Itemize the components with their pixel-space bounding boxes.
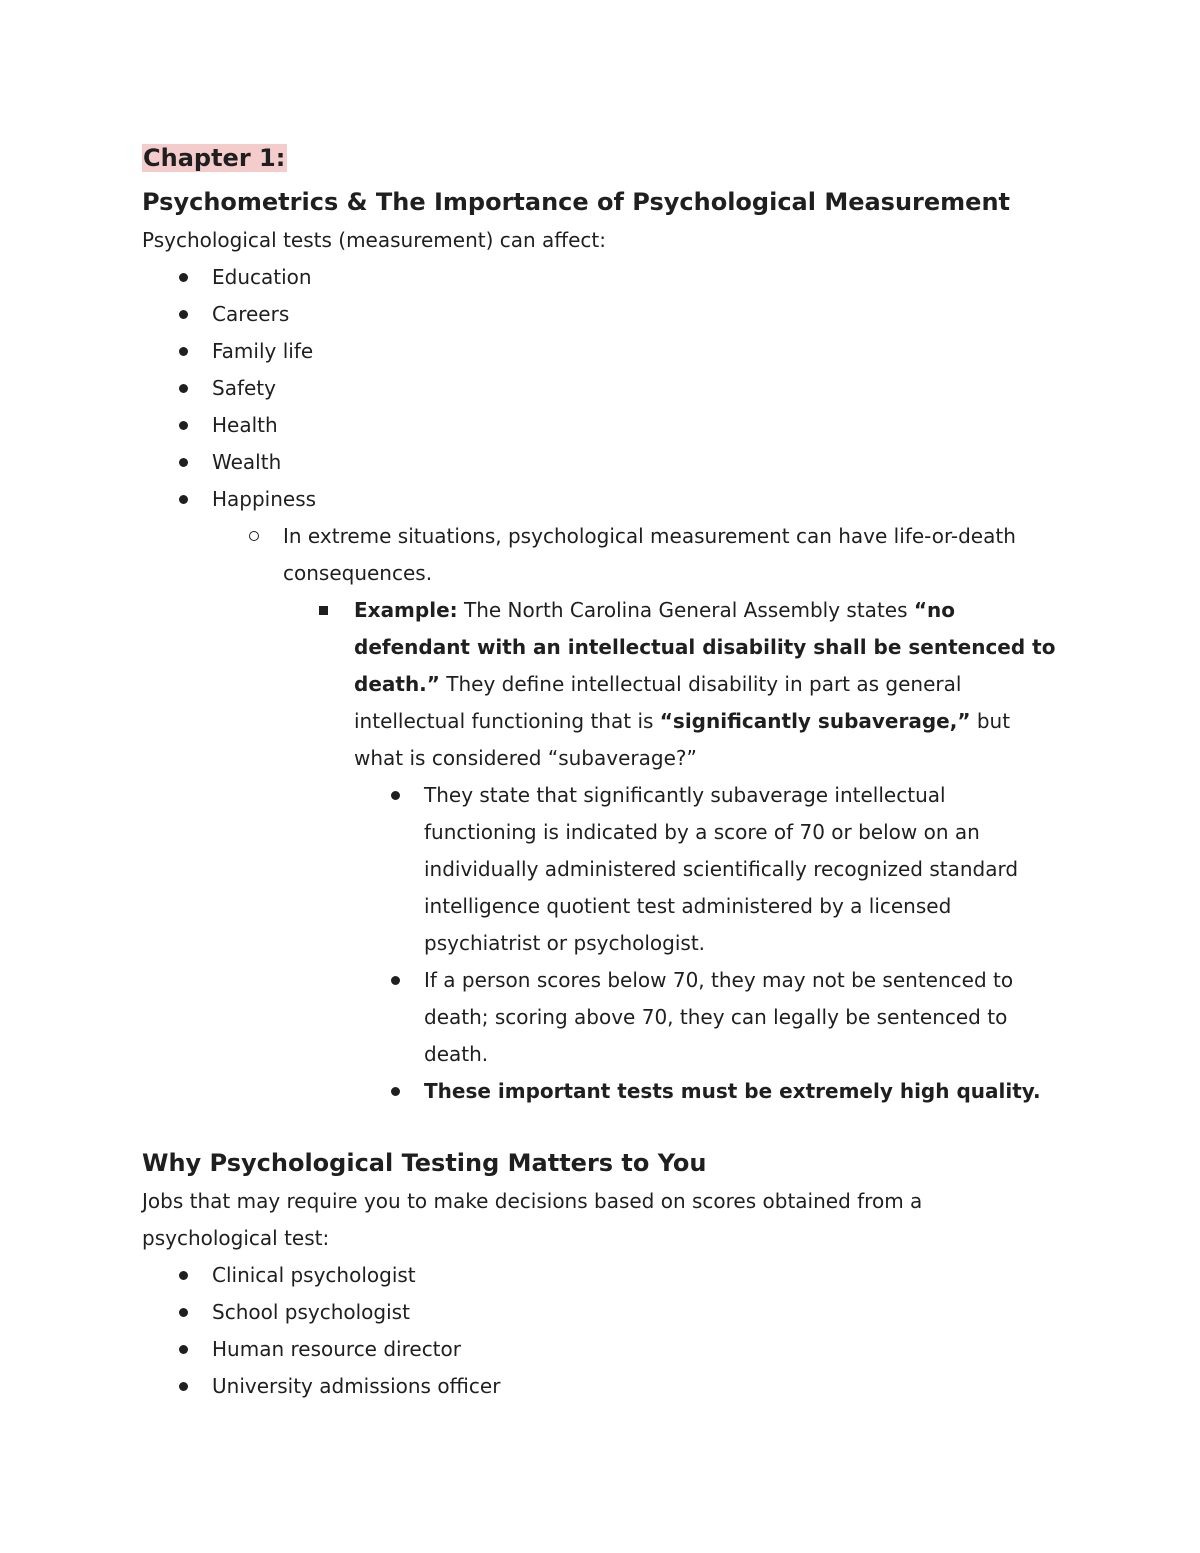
list-item: Wealth — [142, 444, 1062, 481]
bullet-icon — [179, 421, 188, 430]
section-intro: Psychological tests (measurement) can affect: — [142, 228, 606, 252]
bullet-icon — [179, 384, 188, 393]
jobs-list — [142, 1257, 1062, 1405]
list-item: University admissions officer — [142, 1368, 1062, 1405]
section-title-psychometrics: Psychometrics & The Importance of Psychological Measurement — [142, 188, 1011, 216]
bullet-icon — [179, 1271, 188, 1280]
example-list — [142, 592, 1062, 1110]
square-bullet-icon — [319, 606, 328, 615]
list-item: Careers — [142, 296, 1062, 333]
bullet-icon — [179, 1308, 188, 1317]
section-title-why-testing: Why Psychological Testing Matters to You — [142, 1149, 707, 1177]
list-item: Clinical psychologist — [142, 1257, 1062, 1294]
list-item: Happiness In extreme situations, psychological measurement can have life-or-death consequences. Example: The North Carolina General Assembly states “no defendant with an intellectual disability shall be sentenced to death.” They define intellectual disability in part as general intellectual functioning that is “significantly subaverage,” but what is considered “subaverage?” They state that significantly subaverage intellectual functioning is indicated by a score of 70 or below on an individually administered scientifically recognized standard intelligence quotient test administered by a licensed psychiatrist or psychologist. If a person scores below 70, they may not be sentenced to death; scoring above 70, they can legally be sentenced to death. These important tests must be extremely high quality. — [142, 481, 1062, 1110]
bullet-icon — [391, 976, 400, 985]
list-item-consequences: In extreme situations, psychological measurement can have life-or-death consequences. Example: The North Carolina General Assembly states “no defendant with an intellectual disability shall be sentenced to death.” They define intellectual disability in part as general intellectual functioning that is “significantly subaverage,” but what is considered “subaverage?” They state that significantly subaverage intellectual functioning is indicated by a score of 70 or below on an individually administered scientifically recognized standard intelligence quotient test administered by a licensed psychiatrist or psychologist. If a person scores below 70, they may not be sentenced to death; scoring above 70, they can legally be sentenced to death. These important tests must be extremely high quality. — [142, 518, 1062, 1110]
bullet-icon — [179, 1382, 188, 1391]
detail-item-bold: These important tests must be extremely high quality. — [142, 1073, 1062, 1110]
detail-list — [142, 777, 1062, 1110]
list-item: Health — [142, 407, 1062, 444]
chapter-heading — [142, 138, 1062, 182]
list-item: School psychologist — [142, 1294, 1062, 1331]
example-item: Example: The North Carolina General Assembly states “no defendant with an intellectual disability shall be sentenced to death.” They define intellectual disability in part as general intellectual functioning that is “significantly subaverage,” but what is considered “subaverage?” They state that significantly subaverage intellectual functioning is indicated by a score of 70 or below on an individually administered scientifically recognized standard intelligence quotient test administered by a licensed psychiatrist or psychologist. If a person scores below 70, they may not be sentenced to death; scoring above 70, they can legally be sentenced to death. These important tests must be extremely high quality. — [142, 592, 1062, 1110]
hollow-bullet-icon — [249, 531, 259, 541]
list-item: Education — [142, 259, 1062, 296]
list-item: Human resource director — [142, 1331, 1062, 1368]
bullet-icon — [179, 458, 188, 467]
sub-list — [142, 518, 1062, 1110]
document-page — [142, 138, 1062, 1405]
bullet-icon — [179, 1345, 188, 1354]
chapter-label: Chapter 1: — [143, 144, 286, 172]
example-label: Example: — [354, 598, 458, 622]
list-item: Family life — [142, 333, 1062, 370]
bullet-icon — [179, 495, 188, 504]
bullet-icon — [391, 791, 400, 800]
section-intro-jobs: Jobs that may require you to make decisions based on scores obtained from a psychological test: — [142, 1189, 923, 1250]
bullet-icon — [179, 347, 188, 356]
detail-item: If a person scores below 70, they may not be sentenced to death; scoring above 70, they can legally be sentenced to death. — [142, 962, 1062, 1073]
effects-list — [142, 259, 1062, 1110]
bullet-icon — [179, 273, 188, 282]
bullet-icon — [391, 1087, 400, 1096]
detail-item: They state that significantly subaverage intellectual functioning is indicated by a score of 70 or below on an individually administered scientifically recognized standard intelligence quotient test administered by a licensed psychiatrist or psychologist. — [142, 777, 1062, 962]
bullet-icon — [179, 310, 188, 319]
list-item: Safety — [142, 370, 1062, 407]
